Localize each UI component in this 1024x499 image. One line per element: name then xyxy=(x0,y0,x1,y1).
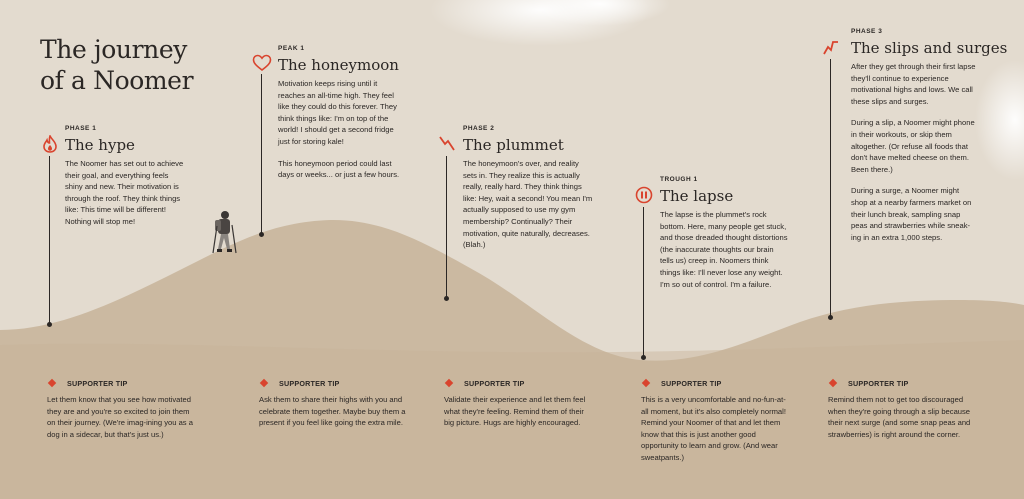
pause-icon xyxy=(635,186,653,204)
phase-paragraph: Motivation keeps rising until it reaches an all-time high. They feel like they could do this forever. They think things like: I'm on top of the world! I should get a second fridge just for storing kale! xyxy=(278,79,397,146)
diamond-icon xyxy=(260,379,268,387)
peak-1-marker xyxy=(259,232,264,237)
supporter-tip-3 xyxy=(444,379,592,429)
diamond-icon xyxy=(829,379,837,387)
phase-kicker: TROUGH 1 xyxy=(660,176,698,183)
phase-kicker: PEAK 1 xyxy=(278,45,305,52)
phase-paragraph: During a surge, a Noomer might shop at a nearby farmers market on their lunch break, sampling snap peas and strawberries while sneak-ing in an extra 1,000 steps. xyxy=(851,186,972,242)
phase-paragraph: This honeymoon period could last days or weeks... or just a few hours. xyxy=(278,158,400,180)
title-line-2: of a Noomer xyxy=(40,66,194,95)
flame-icon xyxy=(41,135,59,153)
supporter-tip-2 xyxy=(259,379,409,429)
cloud-right xyxy=(975,60,1024,180)
supporter-tip-1 xyxy=(47,379,197,440)
phase-3-stem xyxy=(830,59,831,317)
phase-paragraph: During a slip, a Noomer might phone in their workouts, or skip them altogether. (Or refuse all foods that don't have melted cheese on them. Been there.) xyxy=(851,118,975,174)
supporter-tip-5 xyxy=(828,379,980,440)
phase-3-marker xyxy=(828,315,833,320)
trough-1-stem xyxy=(643,207,644,357)
phase-paragraph: The honeymoon's over, and reality sets in. They realize this is actually really, really hard. They think things like: Hey, wait a second! You mean I'm actually supposed to use my gym membership? Continually? Their motivation, quite naturally, decreases. (Blah.) xyxy=(463,159,593,250)
phase-2-block xyxy=(463,125,593,261)
diamond-icon xyxy=(445,379,453,387)
phase-heading: The slips and surges xyxy=(851,39,1008,57)
tip-label: SUPPORTER TIP xyxy=(279,379,340,388)
title-line-1: The journey xyxy=(40,35,187,64)
phase-body xyxy=(463,158,593,251)
tip-label: SUPPORTER TIP xyxy=(67,379,128,388)
tip-text: Let them know that you see how motivated they are and you're so excited to join them on their journey. (We're imag-ining you as a dog in a sidecar, but that's just us.) xyxy=(47,395,193,439)
phase-paragraph: After they get through their first lapse they'll continue to experience motivational highs and lows. We call these slips and surges. xyxy=(851,62,976,106)
trough-1-block xyxy=(660,176,788,300)
phase-1-stem xyxy=(49,156,50,324)
phase-body xyxy=(660,209,788,290)
phase-heading: The hype xyxy=(65,136,135,154)
supporter-tip-4 xyxy=(641,379,791,464)
trough-1-marker xyxy=(641,355,646,360)
phase-body xyxy=(278,78,400,181)
tip-text: Validate their experience and let them feel what they're feeling. Remind them of their big picture. Hugs are highly encouraged. xyxy=(444,395,586,428)
phase-heading: The plummet xyxy=(463,136,564,154)
phase-2-marker xyxy=(444,296,449,301)
zigzag-up-icon xyxy=(822,38,840,56)
phase-1-marker xyxy=(47,322,52,327)
tip-text: Remind them not to get too discouraged when they're going through a slip because their next surge (and some snap peas and strawberries) is right around the corner. xyxy=(828,395,971,439)
tip-label: SUPPORTER TIP xyxy=(848,379,909,388)
phase-paragraph: The Noomer has set out to achieve their goal, and everything feels shiny and new. Their motivation is through the roof. They think things like: This time will be different! Nothing will stop me! xyxy=(65,159,184,226)
phase-1-block xyxy=(65,125,185,238)
phase-2-stem xyxy=(446,156,447,298)
phase-body xyxy=(851,61,977,243)
phase-kicker: PHASE 2 xyxy=(463,125,495,132)
phase-heading: The honeymoon xyxy=(278,56,399,74)
phase-3-block xyxy=(851,28,1008,253)
tip-text: Ask them to share their highs with you and celebrate them together. Maybe buy them a present if you feel like going the extra mile. xyxy=(259,395,406,428)
phase-kicker: PHASE 3 xyxy=(851,28,883,35)
peak-1-block xyxy=(278,45,400,191)
tip-label: SUPPORTER TIP xyxy=(661,379,722,388)
phase-body xyxy=(65,158,185,228)
peak-1-stem xyxy=(261,74,262,234)
diamond-icon xyxy=(48,379,56,387)
tip-label: SUPPORTER TIP xyxy=(464,379,525,388)
diamond-icon xyxy=(642,379,650,387)
page-title xyxy=(40,34,210,96)
phase-heading: The lapse xyxy=(660,187,734,205)
zigzag-down-icon xyxy=(438,134,456,152)
hiker-illustration xyxy=(208,209,242,257)
tip-text: This is a very uncomfortable and no-fun-at-all moment, but it's also completely normal! Remind your Noomer of that and let them know that this is just another good opportunity to learn and grow. (And wear sweatpants.) xyxy=(641,395,786,462)
heart-icon xyxy=(252,54,272,72)
phase-paragraph: The lapse is the plummet's rock bottom. Here, many people get stuck, and those dreaded thought distortions (the inaccurate thoughts our brain tells us) creep in. Noomers think things like: I'll never lose any weight. I'm so out of control. I'm a failure. xyxy=(660,210,788,289)
phase-kicker: PHASE 1 xyxy=(65,125,97,132)
